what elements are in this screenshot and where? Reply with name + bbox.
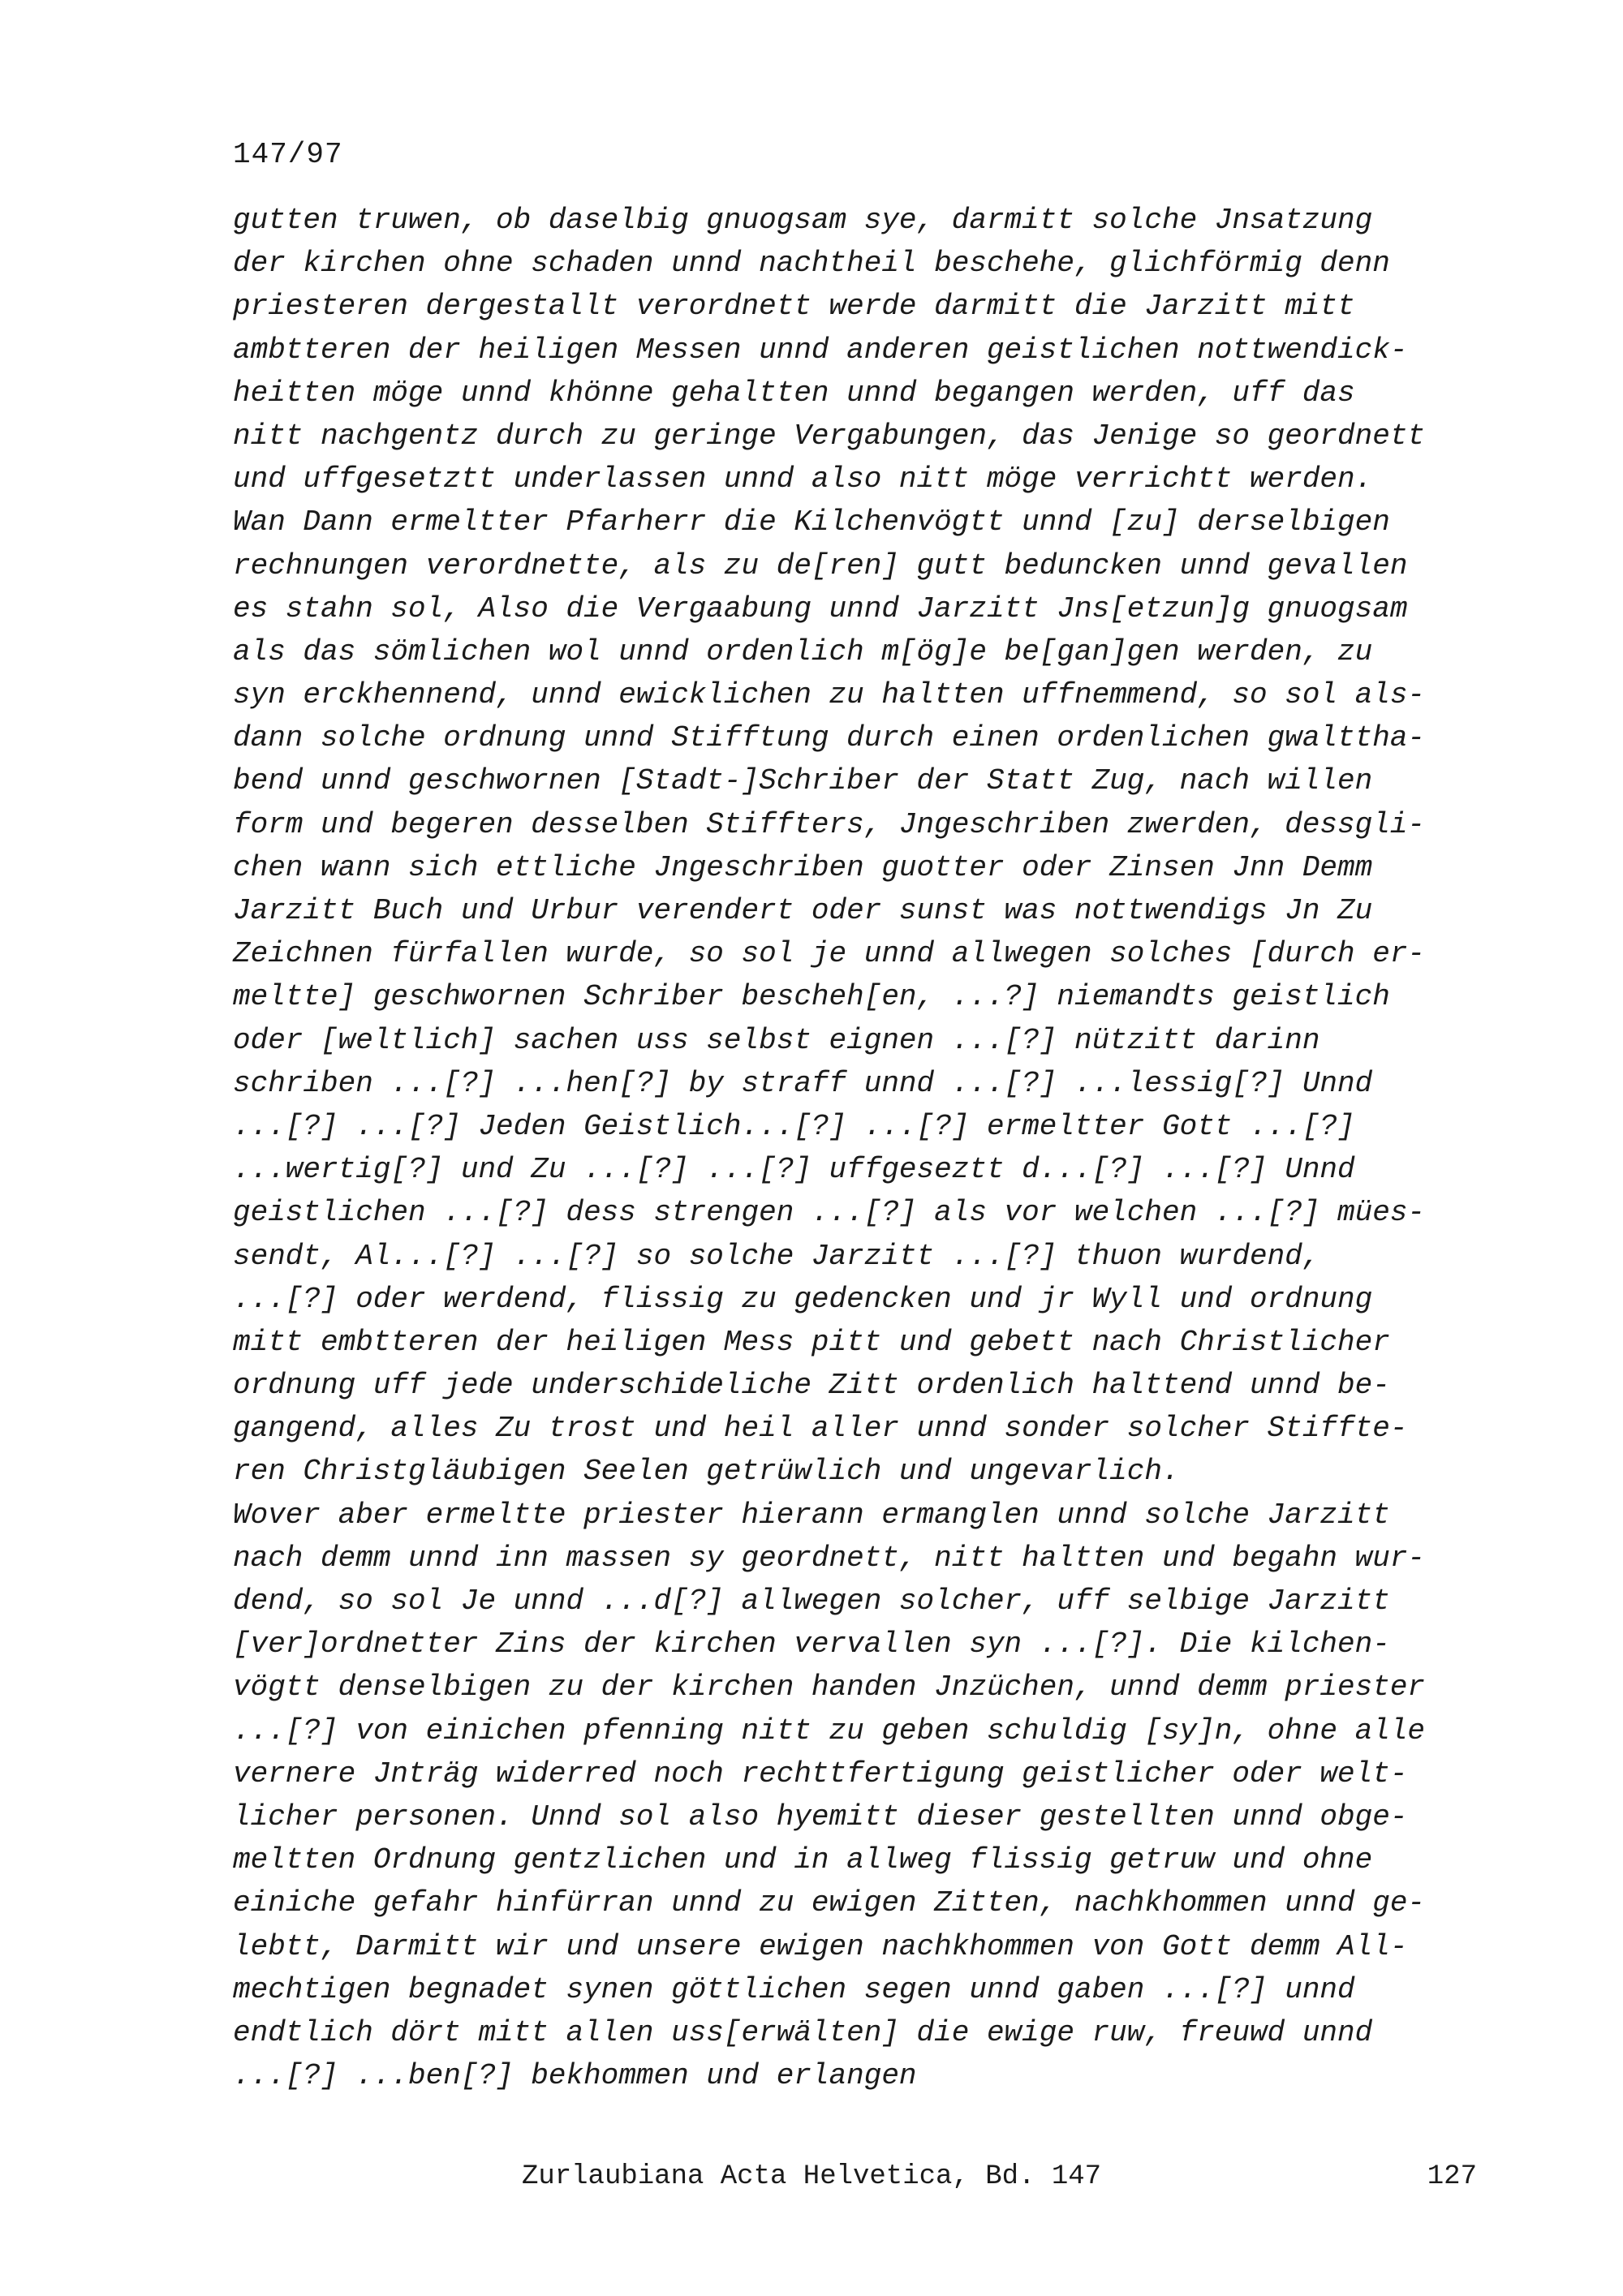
text-line: einiche gefahr hinfürran unnd zu ewigen Zitten, nachkhommen unnd ge- bbox=[233, 1886, 1426, 1920]
text-line: meltten Ordnung gentzlichen und in allweg flissig getruw und ohne bbox=[233, 1843, 1373, 1877]
text-line: ...wertig[?] und Zu ...[?] ...[?] uffgeseztt d...[?] ...[?] Unnd bbox=[233, 1153, 1355, 1187]
text-line: geistlichen ...[?] dess strengen ...[?] als vor welchen ...[?] mües- bbox=[233, 1196, 1426, 1230]
text-line: lebtt, Darmitt wir und unsere ewigen nachkhommen von Gott demm All- bbox=[233, 1929, 1408, 1963]
text-line: rechnungen verordnette, als zu de[ren] gutt beduncken unnd gevallen bbox=[233, 548, 1408, 583]
text-line: heitten möge unnd khönne gehaltten unnd begangen werden, uff das bbox=[233, 376, 1355, 410]
text-line: ren Christgläubigen Seelen getrüwlich und ungevarlich. bbox=[233, 1455, 1180, 1489]
text-line: priesteren dergestallt verordnett werde darmitt die Jarzitt mitt bbox=[233, 290, 1355, 324]
text-line: Zeichnen fürfallen wurde, so sol je unnd allwegen solches [durch er- bbox=[233, 937, 1426, 971]
text-line: sendt, Al...[?] ...[?] so solche Jarzitt ...[?] thuon wurdend, bbox=[233, 1239, 1320, 1273]
text-line: nach demm unnd inn massen sy geordnett, nitt haltten und begahn wur- bbox=[233, 1541, 1426, 1575]
text-line: dend, so sol Je unnd ...d[?] allwegen solcher, uff selbige Jarzitt bbox=[233, 1584, 1390, 1618]
footer-page-number: 127 bbox=[1427, 2161, 1477, 2192]
text-line: nitt nachgentz durch zu geringe Vergabungen, das Jenige so geordnett bbox=[233, 419, 1426, 453]
text-line: gangend, alles Zu trost und heil aller unnd sonder solcher Stiffte- bbox=[233, 1412, 1408, 1446]
text-line: Wover aber ermeltte priester hierann ermanglen unnd solche Jarzitt bbox=[233, 1498, 1390, 1532]
text-line: schriben ...[?] ...hen[?] by straff unnd ...[?] ...lessig[?] Unnd bbox=[233, 1066, 1373, 1100]
text-line: [ver]ordnetter Zins der kirchen vervallen syn ...[?]. Die kilchen- bbox=[233, 1627, 1390, 1662]
text-line: chen wann sich ettliche Jngeschriben guotter oder Zinsen Jnn Demm bbox=[233, 850, 1373, 884]
text-line: der kirchen ohne schaden unnd nachtheil beschehe, glichförmig denn bbox=[233, 247, 1390, 281]
text-line: und uffgesetztt underlassen unnd also nitt möge verrichtt werden. bbox=[233, 462, 1373, 497]
footer-publication-title: Zurlaubiana Acta Helvetica, Bd. 147 bbox=[521, 2161, 1102, 2192]
text-line: als das sömlichen wol unnd ordenlich m[ög]e be[gan]gen werden, zu bbox=[233, 634, 1373, 669]
text-line: ...[?] ...[?] Jeden Geistlich...[?] ...[?] ermeltter Gott ...[?] bbox=[233, 1109, 1355, 1143]
document-reference: 147/97 bbox=[233, 138, 343, 171]
text-line: vernere Jnträg widerred noch rechttfertigung geistlicher oder welt- bbox=[233, 1756, 1408, 1791]
text-line: ...[?] oder werdend, flissig zu gedencken und jr Wyll und ordnung bbox=[233, 1282, 1373, 1316]
text-line: mechtigen begnadet synen göttlichen segen unnd gaben ...[?] unnd bbox=[233, 1972, 1355, 2006]
text-line: ...[?] ...ben[?] bekhommen und erlangen bbox=[233, 2059, 917, 2093]
text-line: oder [weltlich] sachen uss selbst eignen ...[?] nützitt darinn bbox=[233, 1023, 1320, 1057]
text-line: form und begeren desselben Stiffters, Jngeschriben zwerden, dessgli- bbox=[233, 807, 1426, 841]
text-line: endtlich dört mitt allen uss[erwälten] die ewige ruw, freuwd unnd bbox=[233, 2015, 1373, 2049]
text-line: meltte] geschwornen Schriber bescheh[en, ...?] niemandts geistlich bbox=[233, 980, 1390, 1014]
text-line: syn erckhennend, unnd ewicklichen zu haltten uffnemmend, so sol als- bbox=[233, 678, 1426, 712]
text-line: vögtt denselbigen zu der kirchen handen Jnzüchen, unnd demm priester bbox=[233, 1670, 1426, 1705]
text-line: mitt embtteren der heiligen Mess pitt und gebett nach Christlicher bbox=[233, 1325, 1390, 1359]
text-line: ambtteren der heiligen Messen unnd anderen geistlichen nottwendick- bbox=[233, 333, 1408, 367]
text-line: ...[?] von einichen pfenning nitt zu geben schuldig [sy]n, ohne alle bbox=[233, 1713, 1426, 1748]
text-line: Wan Dann ermeltter Pfarherr die Kilchenvögtt unnd [zu] derselbigen bbox=[233, 505, 1390, 540]
text-line: Jarzitt Buch und Urbur verendert oder sunst was nottwendigs Jn Zu bbox=[233, 894, 1373, 927]
text-line: licher personen. Unnd sol also hyemitt dieser gestellten unnd obge- bbox=[233, 1799, 1408, 1834]
text-line: bend unnd geschwornen [Stadt-]Schriber der Statt Zug, nach willen bbox=[233, 764, 1373, 798]
text-line: es stahn sol, Also die Vergaabung unnd Jarzitt Jns[etzun]g gnuogsam bbox=[233, 591, 1408, 626]
text-line: dann solche ordnung unnd Stifftung durch einen ordenlichen gwalttha- bbox=[233, 721, 1426, 755]
text-line: gutten truwen, ob daselbig gnuogsam sye, darmitt solche Jnsatzung bbox=[233, 204, 1373, 237]
text-line: ordnung uff jede underschideliche Zitt ordenlich halttend unnd be- bbox=[233, 1369, 1390, 1403]
transcription-body bbox=[233, 199, 1499, 2097]
